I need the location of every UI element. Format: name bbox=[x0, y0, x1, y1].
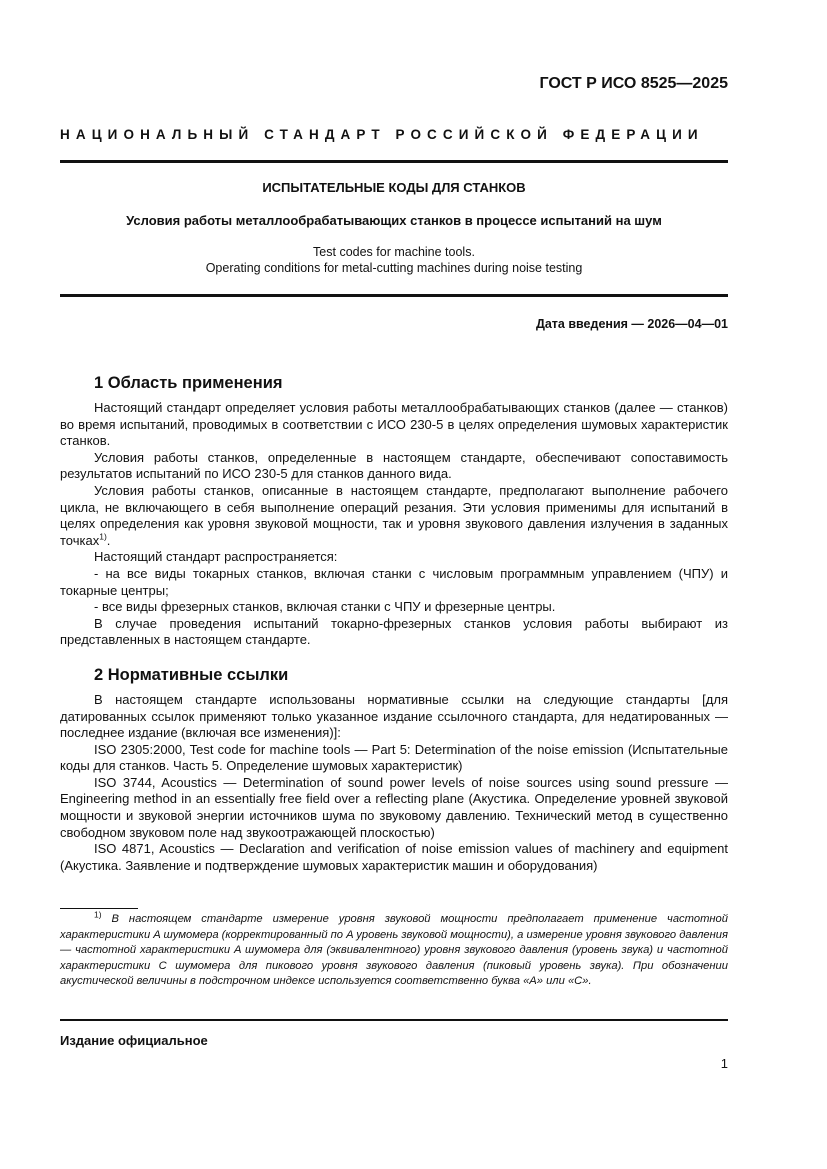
top-rule bbox=[60, 160, 728, 163]
document-title: ИСПЫТАТЕЛЬНЫЕ КОДЫ ДЛЯ СТАНКОВ bbox=[262, 180, 526, 195]
english-title-line-2: Operating conditions for metal-cutting machines during noise testing bbox=[205, 261, 583, 275]
normative-reference: ISO 2305:2000, Test code for machine tools — Part 5: Determination of the noise emission (Испытательные коды для станков. Часть 5. Определение шумовых характеристик) bbox=[60, 741, 728, 774]
section-2-heading: 2 Нормативные ссылки bbox=[94, 665, 289, 684]
main-content bbox=[60, 374, 728, 874]
paragraph-text-end: . bbox=[106, 532, 111, 548]
section-1-paragraph: В случае проведения испытаний токарно-фрезерных станков условия работы выбирают из представленных в настоящем стандарте. bbox=[60, 615, 728, 648]
footer-rule bbox=[60, 1019, 728, 1021]
section-1-paragraph bbox=[60, 483, 728, 549]
normative-reference: ISO 3744, Acoustics — Determination of sound power levels of noise sources using sound pressure — Engineering method in an essentially free field over a reflecting plane (Акустика. Определение уровней звуковой мощности и звуковой энергии источников шума по звуковому давлению. Технический метод в существенно свободном звуковом поле над звукоотражающей плоскостью) bbox=[60, 774, 728, 840]
footnote-reference[interactable]: 1) bbox=[99, 531, 107, 542]
footnote bbox=[60, 909, 728, 990]
english-title-line-1: Test codes for machine tools. bbox=[313, 245, 475, 259]
normative-reference: ISO 4871, Acoustics — Declaration and verification of noise emission values of machinery and equipment (Акустика. Заявление и подтверждение шумовых характеристик машин и оборудования) bbox=[60, 841, 728, 873]
section-1-paragraph: Настоящий стандарт распространяется: bbox=[94, 549, 338, 565]
official-edition-label: Издание официальное bbox=[60, 1033, 208, 1048]
title-bottom-rule bbox=[60, 294, 728, 297]
document-subtitle: Условия работы металлообрабатывающих станков в процессе испытаний на шум bbox=[126, 213, 662, 228]
national-standard-heading: НАЦИОНАЛЬНЫЙ СТАНДАРТ РОССИЙСКОЙ ФЕДЕРАЦИИ bbox=[60, 127, 704, 142]
english-title bbox=[60, 244, 728, 276]
list-item: - все виды фрезерных станков, включая станки с ЧПУ и фрезерные центры. bbox=[94, 599, 556, 615]
list-item: - на все виды токарных станков, включая станки с числовым программным управлением (ЧПУ) и токарные центры; bbox=[60, 565, 728, 598]
footnote-mark: 1) bbox=[94, 909, 102, 920]
section-2-paragraph: В настоящем стандарте использованы нормативные ссылки на следующие стандарты [для датированных ссылок применяют только указанное издание ссылочного стандарта, для недатированных — последнее издание (включая все изменения)]: bbox=[60, 691, 728, 741]
page-number: 1 bbox=[720, 1056, 728, 1071]
section-1-heading: 1 Область применения bbox=[94, 374, 283, 392]
section-1-paragraph: Условия работы станков, определенные в настоящем стандарте, обеспечивают сопоставимость результатов испытаний по ИСО 230-5 для станков данного вида. bbox=[60, 449, 728, 482]
standard-number: ГОСТ Р ИСО 8525—2025 bbox=[539, 75, 728, 92]
paragraph-text: Условия работы станков, описанные в настоящем стандарте, предполагают выполнение рабочего цикла, не включающего в себя выполнение операций резания. Эти условия применимы для испытаний в целях определения как уровня звуковой мощности, так и уровня звукового давления излучения в заданных точках bbox=[60, 482, 728, 548]
introduction-date: Дата введения — 2026—04—01 bbox=[535, 317, 728, 331]
section-1-paragraph: Настоящий стандарт определяет условия работы металлообрабатывающих станков (далее — станков) во время испытаний, проводимых в соответствии с ИСО 230-5 в целях определения шумовых характеристик станков. bbox=[60, 400, 728, 449]
footnote-text: В настоящем стандарте измерение уровня звуковой мощности предполагает применение частотной характеристики A шумомера (корректированный по A уровень звуковой мощности), а измерение уровня звукового давления — частотной характеристики A шумомера для (эквивалентного) уровня звукового давления (уровень звука) и частотной характеристики C шумомера для пикового уровня звукового давления (пиковый уровень звука). При обозначении акустической величины в подстрочном индексе используется соответственно буква «A» или «C». bbox=[60, 913, 728, 988]
